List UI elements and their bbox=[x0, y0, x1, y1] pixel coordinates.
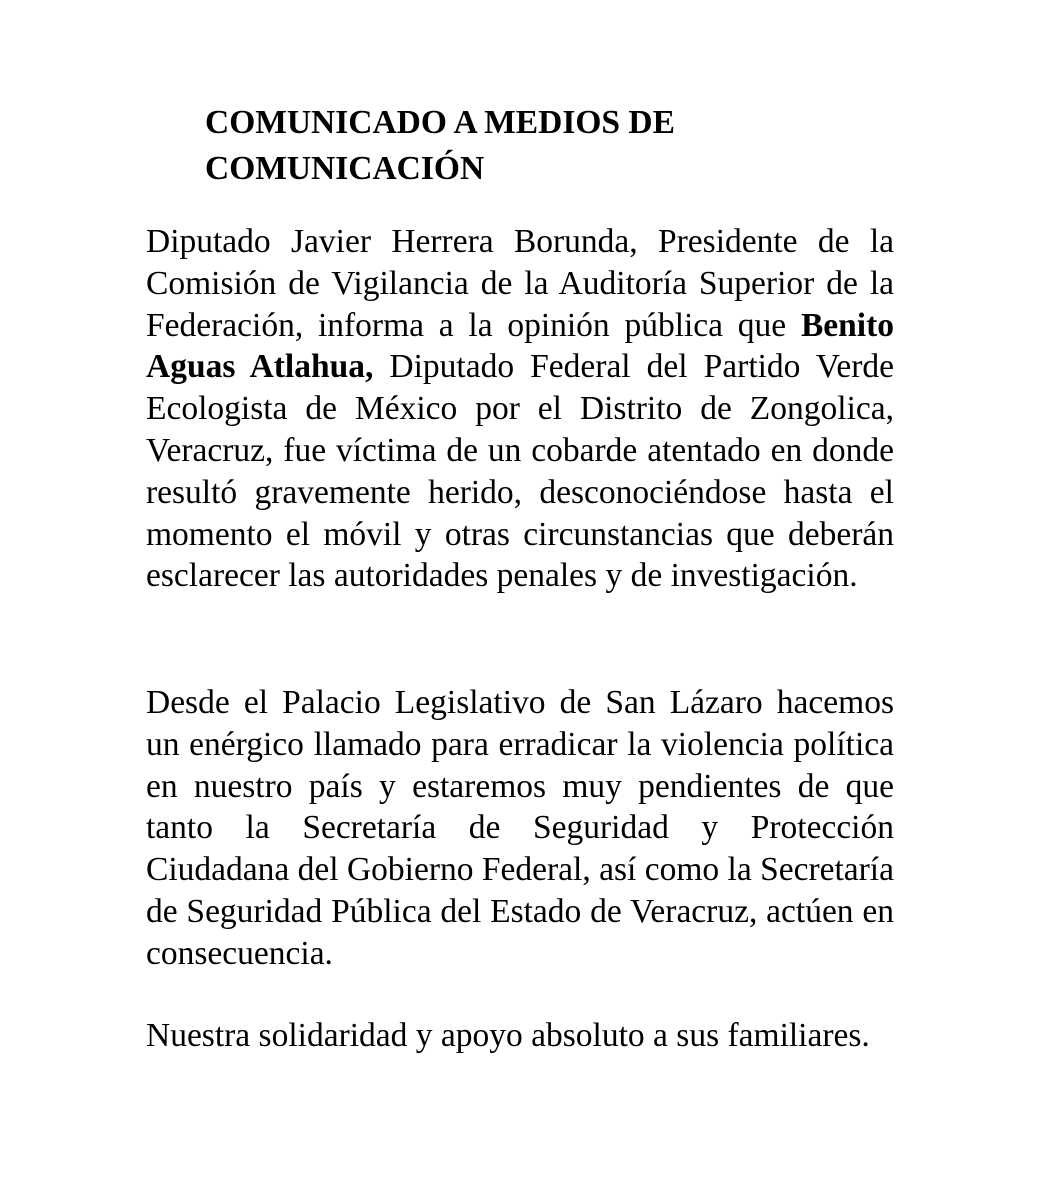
document-title bbox=[205, 100, 825, 192]
deputy-name: Benito Aguas Atlahua, bbox=[146, 306, 894, 386]
paragraph-1-rest: Diputado Federal del Partido Verde Ecologista de México por el Distrito de Zongolica, Veracruz, fue víctima de un cobarde atentado en donde resultó gravemente herido, desconociéndose hasta el momento el móvil y otras circunstancias que deberán esclarecer las autoridades penales y de investigación. bbox=[146, 348, 895, 595]
title-line-1: COMUNICADO A MEDIOS DE bbox=[205, 104, 675, 141]
paragraph-2: Desde el Palacio Legislativo de San Lázaro hacemos un enérgico llamado para erradicar la violencia política en nuestro país y estaremos muy pendientes de que tanto la Secretaría de Seguridad y Protección Ciudadana del Gobierno Federal, así como la Secretaría de Seguridad Pública del Estado de Veracruz, actúen en consecuencia. bbox=[146, 684, 894, 972]
paragraph-1-intro: Diputado Javier Herrera Borunda, Presidente de la Comisión de Vigilancia de la Auditoría Superior de la Federación, informa a la opinión pública que bbox=[146, 223, 894, 344]
title-line-2: COMUNICACIÓN bbox=[205, 150, 485, 187]
paragraph-3: Nuestra solidaridad y apoyo absoluto a sus familiares. bbox=[146, 1017, 870, 1054]
paragraph-1 bbox=[146, 221, 894, 597]
